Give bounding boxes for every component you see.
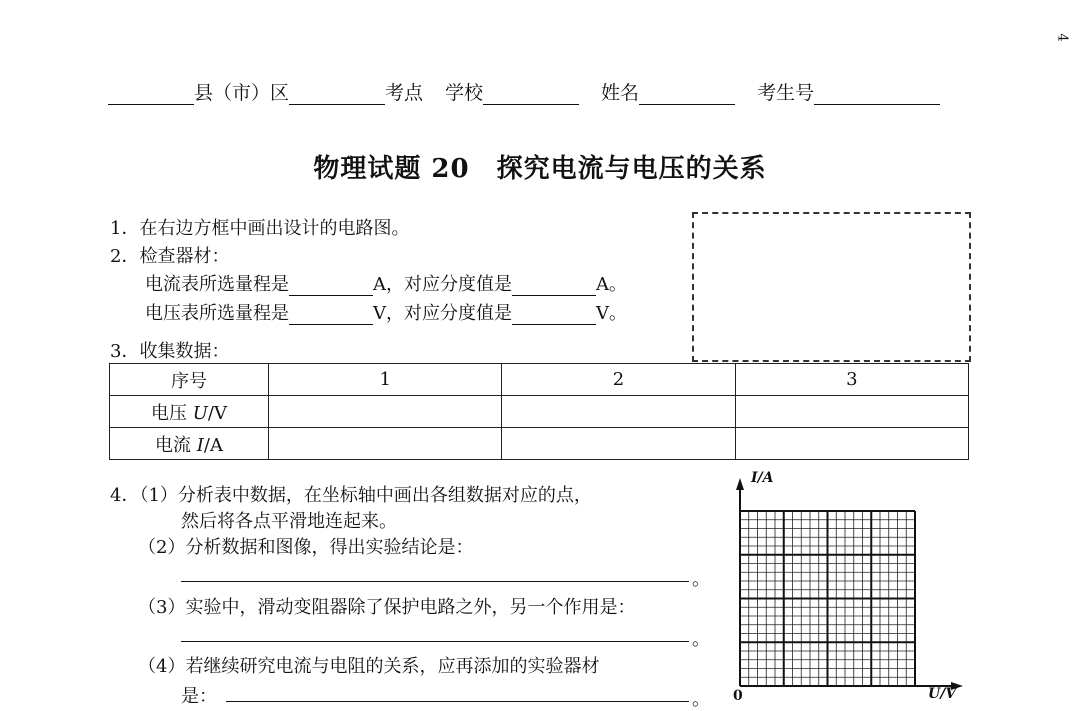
voltmeter-range-label: 电压表所选量程是 xyxy=(145,303,289,324)
question-1: 1．在右边方框中画出设计的电路图。 xyxy=(110,218,410,239)
table-header-cell: 序号 xyxy=(110,364,269,396)
coordinate-grid[interactable] xyxy=(725,468,970,703)
period: 。 xyxy=(692,689,710,710)
voltage-row-label xyxy=(110,396,269,428)
table-cell[interactable] xyxy=(502,396,735,428)
ammeter-division-blank[interactable] xyxy=(512,277,596,296)
question-4-2: （2）分析数据和图像，得出实验结论是： xyxy=(138,537,474,558)
table-cell[interactable] xyxy=(269,396,502,428)
row-label-var: U xyxy=(192,402,208,424)
data-table xyxy=(109,363,969,460)
page-title: 物理试题 20 探究电流与电压的关系 xyxy=(313,154,767,184)
current-row-label xyxy=(110,428,269,460)
voltmeter-division-label: V，对应分度值是 xyxy=(373,303,512,324)
school-label: 学校 xyxy=(445,82,484,104)
question-2: 2．检查器材： xyxy=(110,246,230,267)
row-label-var: I xyxy=(196,434,204,456)
name-label: 姓名 xyxy=(601,82,640,104)
row-label-text: 电压 xyxy=(151,402,193,424)
exam-header xyxy=(108,78,940,105)
origin-label: 0 xyxy=(733,688,743,704)
y-axis-arrow-icon xyxy=(736,478,744,490)
county-label: 县（市）区 xyxy=(194,82,290,104)
table-cell[interactable] xyxy=(502,428,735,460)
row-label-text: 电流 xyxy=(155,434,197,456)
table-header-cell: 1 xyxy=(269,364,502,396)
question-4-4-cont: 是： xyxy=(181,686,217,707)
y-axis-label: I/A xyxy=(751,470,774,486)
table-cell[interactable] xyxy=(735,428,968,460)
question-4-3: （3）实验中，滑动变阻器除了保护电路之外，另一个作用是： xyxy=(138,597,636,618)
voltmeter-line xyxy=(145,299,627,325)
exam-no-blank[interactable] xyxy=(814,84,940,105)
answer-line-4-3[interactable] xyxy=(181,640,689,642)
table-header-cell: 3 xyxy=(735,364,968,396)
voltmeter-unit: V。 xyxy=(596,303,627,324)
name-blank[interactable] xyxy=(639,84,735,105)
exam-site-blank[interactable] xyxy=(289,84,385,105)
ammeter-unit: A。 xyxy=(596,274,627,295)
period: 。 xyxy=(692,569,710,590)
exam-no-label: 考生号 xyxy=(757,82,815,104)
circuit-diagram-box[interactable] xyxy=(692,212,971,362)
ammeter-range-label: 电流表所选量程是 xyxy=(145,274,289,295)
question-3: 3．收集数据： xyxy=(110,341,230,362)
row-label-unit: /V xyxy=(207,402,227,424)
page-number: 4 xyxy=(1054,33,1070,42)
table-cell[interactable] xyxy=(735,396,968,428)
row-label-unit: /A xyxy=(203,434,223,456)
exam-site-label: 考点 xyxy=(385,82,424,104)
period: 。 xyxy=(692,629,710,650)
answer-line-4-2[interactable] xyxy=(181,580,689,582)
ammeter-range-blank[interactable] xyxy=(289,277,373,296)
x-axis-label: U/V xyxy=(928,686,957,702)
school-blank[interactable] xyxy=(483,84,579,105)
question-4-1: 4．（1）分析表中数据，在坐标轴中画出各组数据对应的点， xyxy=(110,485,592,506)
county-blank[interactable] xyxy=(108,84,194,105)
voltmeter-range-blank[interactable] xyxy=(289,306,373,325)
table-row xyxy=(110,396,969,428)
table-cell[interactable] xyxy=(269,428,502,460)
table-header-row xyxy=(110,364,969,396)
table-row xyxy=(110,428,969,460)
question-4-4: （4）若继续研究电流与电阻的关系，应再添加的实验器材 xyxy=(138,656,600,677)
question-4-1-cont: 然后将各点平滑地连起来。 xyxy=(181,511,397,532)
ammeter-division-label: A，对应分度值是 xyxy=(373,274,512,295)
ammeter-line xyxy=(145,270,627,296)
table-header-cell: 2 xyxy=(502,364,735,396)
voltmeter-division-blank[interactable] xyxy=(512,306,596,325)
answer-line-4-4[interactable] xyxy=(226,700,689,702)
